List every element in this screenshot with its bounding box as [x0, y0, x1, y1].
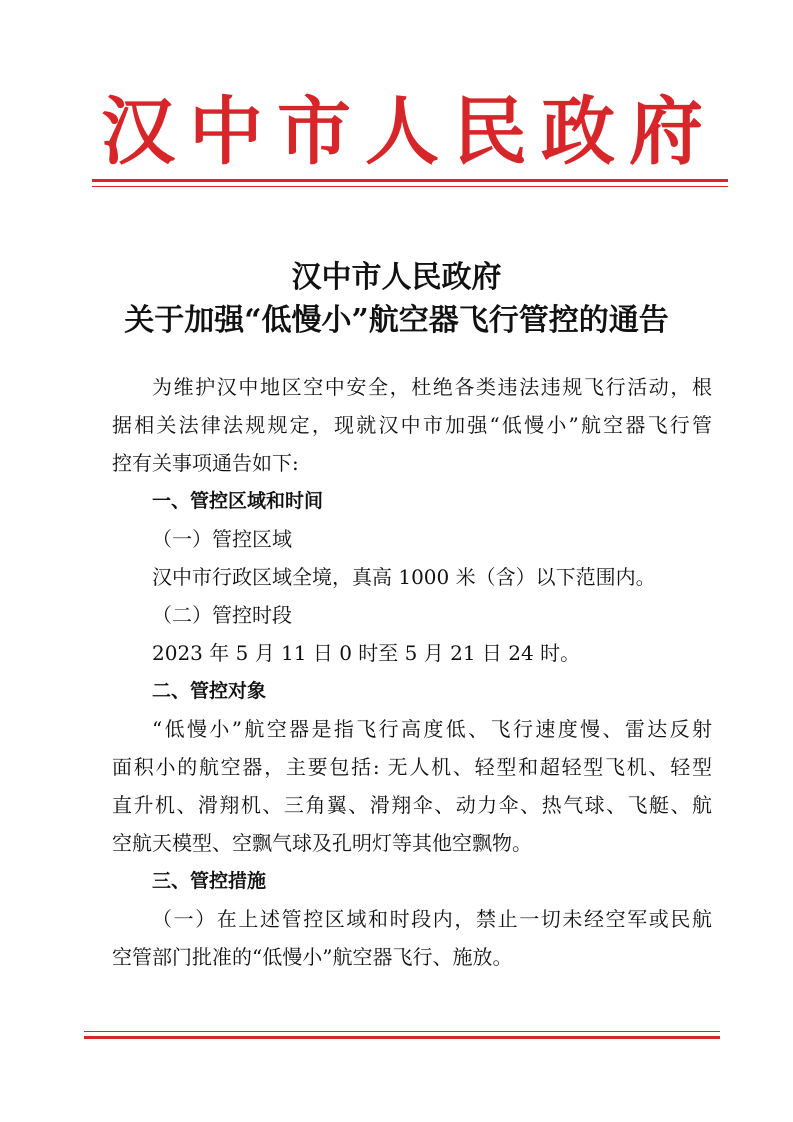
masthead-title: 汉中市人民政府 [101, 89, 717, 175]
document-title-line-1: 汉中市人民政府 [291, 260, 502, 295]
section-2-line-2: 面积小的航空器，主要包括: 无人机、轻型和超轻型飞机、轻型 [112, 755, 712, 779]
intro-line-3: 控有关事项通告如下: [112, 451, 299, 475]
document-title-line-2: 关于加强“低慢小”航空器飞行管控的通告 [124, 303, 669, 338]
footer-rule-thick [84, 1036, 720, 1039]
section-3-line-1: （一）在上述管控区域和时段内，禁止一切未经空军或民航 [152, 907, 712, 931]
document-body [112, 368, 712, 976]
section-3-line-2: 空管部门批准的“低慢小”航空器飞行、施放。 [112, 945, 513, 969]
section-1-sub-2-heading: （二）管控时段 [152, 603, 292, 627]
section-1-sub-2-text: 2023 年 5 月 11 日 0 时至 5 月 21 日 24 时。 [152, 641, 581, 665]
section-2-heading: 二、管控对象 [152, 680, 267, 702]
footer-rule-thin [84, 1031, 720, 1032]
masthead-rule-thin [92, 186, 728, 187]
section-2-line-1: “低慢小”航空器是指飞行高度低、飞行速度慢、雷达反射 [152, 717, 712, 741]
section-1-sub-1-text: 汉中市行政区域全境，真高 1000 米（含）以下范围内。 [152, 565, 656, 589]
section-1-sub-1-heading: （一）管控区域 [152, 527, 292, 551]
section-3-heading: 三、管控措施 [152, 870, 267, 892]
section-2-line-3: 直升机、滑翔机、三角翼、滑翔伞、动力伞、热气球、飞艇、航 [112, 793, 712, 817]
masthead-rule-thick [92, 179, 728, 182]
section-1-heading: 一、管控区域和时间 [152, 490, 324, 512]
section-2-line-4: 空航天模型、空飘气球及孔明灯等其他空飘物。 [112, 831, 532, 855]
intro-line-1: 为维护汉中地区空中安全，杜绝各类违法违规飞行活动，根 [152, 375, 712, 399]
intro-line-2: 据相关法律法规规定，现就汉中市加强“低慢小”航空器飞行管 [112, 413, 712, 437]
